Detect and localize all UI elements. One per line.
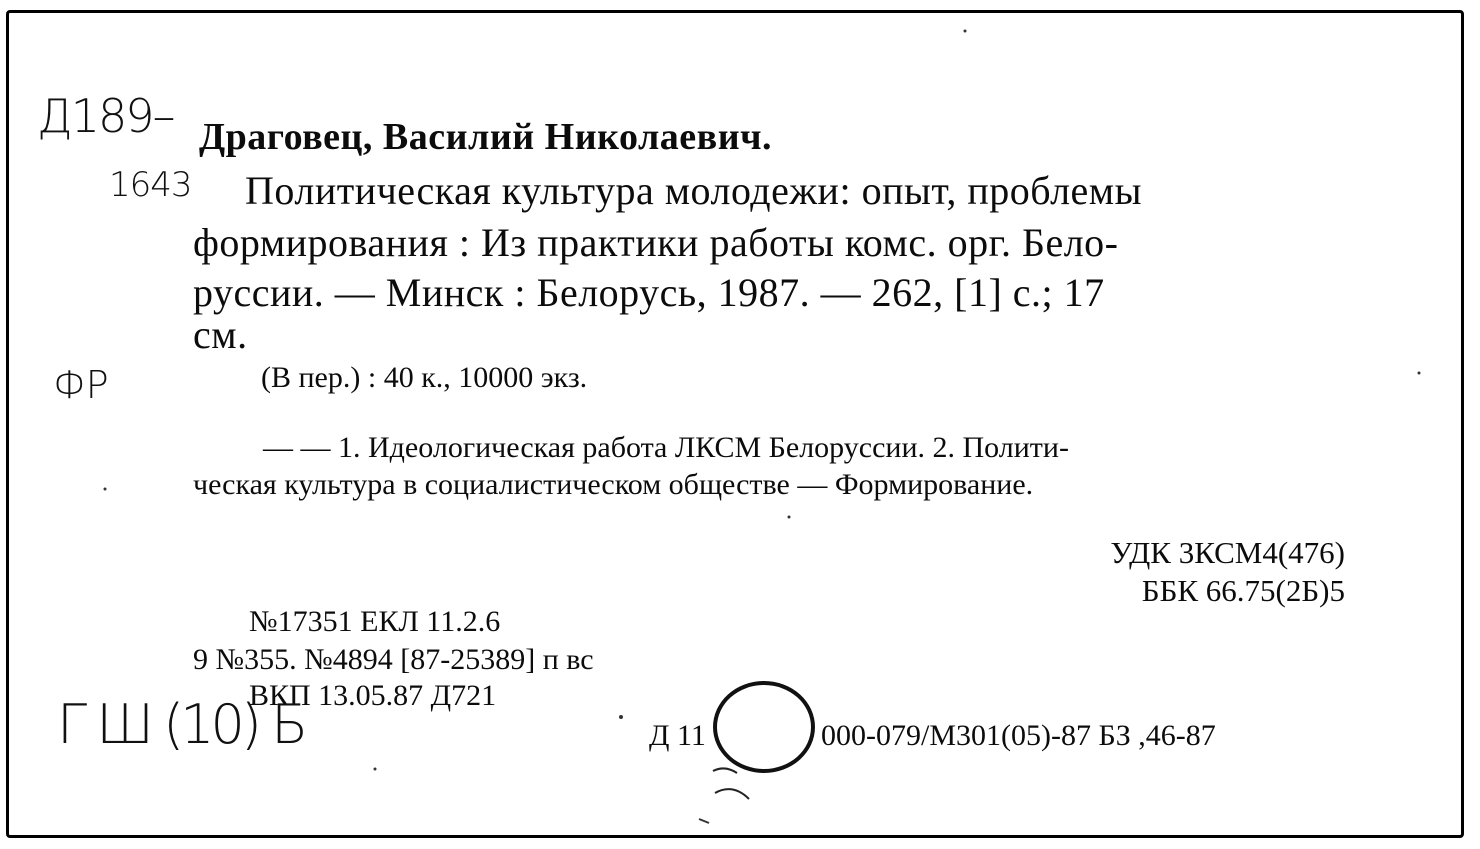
handwritten-location-code: Г Ш (10) Б (57, 693, 305, 756)
handwritten-shelf-mark-top: Д189– (37, 89, 174, 143)
price-line: (В пер.) : 40 к., 10000 экз. (261, 361, 588, 394)
stamp-circle (713, 681, 815, 773)
bottom-code-suffix: 000-079/М301(05)-87 БЗ ,46-87 (821, 719, 1216, 752)
handwritten-shelf-mark-bottom: 1643 (109, 165, 192, 205)
title-line-3: руссии. — Минск : Белорусь, 1987. — 262, [1] с.; 17 (193, 270, 1105, 315)
catalog-card (6, 10, 1464, 838)
subjects-line-1: — — 1. Идеологическая работа ЛКСМ Белоруссии. 2. Полити- (263, 431, 1069, 464)
catalog-line-2: 9 №355. №4894 [87-25389] п вс (193, 643, 594, 676)
subjects-line-2: ческая культура в социалистическом обществе — Формирование. (193, 468, 1034, 501)
handwritten-margin-mark: ФР (53, 363, 109, 407)
title-line-1: Политическая культура молодежи: опыт, проблемы (245, 168, 1142, 213)
udk-code: УДК 3КСМ4(476) (1110, 535, 1345, 570)
title-line-2: формирования : Из практики работы комс. орг. Бело- (193, 220, 1119, 265)
author-heading: Драговец, Василий Николаевич. (199, 116, 773, 158)
title-line-4: см. (193, 312, 248, 357)
bottom-code-prefix: Д 11 (649, 719, 706, 752)
bbk-code: ББК 66.75(2Б)5 (1141, 573, 1345, 608)
catalog-line-1: №17351 ЕКЛ 11.2.6 (249, 605, 501, 638)
catalog-line-3: ВКП 13.05.87 Д721 (249, 679, 497, 712)
